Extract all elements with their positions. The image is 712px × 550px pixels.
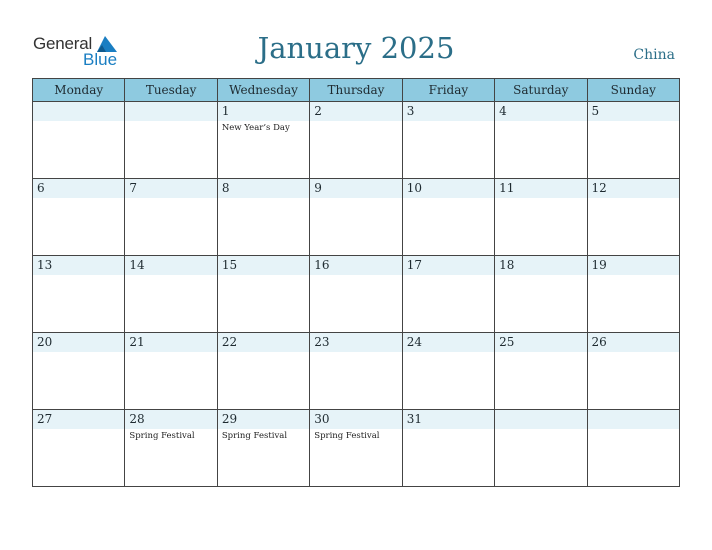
day-cell [125,410,217,487]
day-number: 1 [221,104,230,118]
day-number-band [310,102,401,121]
day-cell [587,102,679,179]
day-cell [310,102,402,179]
day-cell [217,256,309,333]
holiday-label: Spring Festival [314,431,380,441]
day-number: 29 [221,412,238,426]
day-number: 23 [314,335,330,349]
day-number: 15 [221,258,238,272]
day-number: 3 [406,104,415,118]
day-number: 6 [37,181,45,195]
day-cell [402,256,494,333]
day-cell [217,410,309,487]
day-number: 9 [314,181,322,195]
day-number: 30 [314,412,330,426]
day-number-band [125,179,216,198]
day-number-band [495,102,586,121]
weekday-header: Thursday [310,79,402,102]
day-number: 27 [37,412,53,426]
day-cell [587,256,679,333]
day-number: 18 [499,258,515,272]
day-cell [402,179,494,256]
day-cell [587,410,679,487]
day-number: 20 [37,335,53,349]
day-number: 12 [591,181,607,195]
weekday-header: Tuesday [125,79,217,102]
day-number-band [403,102,494,121]
day-number: 31 [406,412,422,426]
day-number: 10 [406,181,422,195]
week-row [33,179,680,256]
day-cell [33,179,125,256]
day-number: 11 [499,181,515,195]
day-cell [125,102,217,179]
day-number: 7 [129,181,138,195]
day-cell [217,333,309,410]
day-cell [217,102,309,179]
weekday-header: Sunday [587,79,679,102]
day-cell [587,179,679,256]
day-cell [495,256,587,333]
day-number-band [33,102,124,121]
country-label: China [633,47,675,63]
day-number: 25 [499,335,515,349]
day-number-band [125,102,216,121]
day-number-band [588,102,679,121]
day-number: 26 [591,335,607,349]
day-cell [402,410,494,487]
holiday-label: New Year’s Day [221,123,290,133]
day-cell [217,179,309,256]
day-cell [402,333,494,410]
day-number-band [218,102,309,121]
day-cell [495,179,587,256]
holiday-label: Spring Festival [221,431,288,441]
day-number-band [33,179,124,198]
page-title: January 2025 [257,31,455,65]
day-cell [587,333,679,410]
logo-text-blue: Blue [83,50,118,69]
day-number-band [218,179,309,198]
weekday-header: Monday [33,79,125,102]
day-cell [33,256,125,333]
day-cell [310,333,402,410]
day-number-band [588,410,679,429]
day-number: 19 [591,258,607,272]
day-number-band [495,410,586,429]
day-number: 4 [499,104,507,118]
day-number: 17 [406,258,422,272]
logo-text-general: General [33,34,93,53]
week-row [33,256,680,333]
day-cell [310,410,402,487]
weekday-header-row [33,79,680,102]
day-cell [125,333,217,410]
day-number: 16 [314,258,330,272]
weekday-header: Saturday [495,79,587,102]
day-cell [33,333,125,410]
day-number: 22 [221,335,238,349]
day-number: 21 [129,335,145,349]
day-number: 5 [591,104,600,118]
day-cell [310,179,402,256]
day-cell [310,256,402,333]
day-number: 13 [37,258,53,272]
weekday-header: Friday [402,79,494,102]
day-cell [495,333,587,410]
day-number: 24 [406,335,422,349]
day-number: 14 [129,258,145,272]
day-cell [125,179,217,256]
week-row [33,102,680,179]
calendar-grid [32,78,680,487]
day-number: 2 [314,104,322,118]
day-cell [33,102,125,179]
day-cell [402,102,494,179]
day-cell [125,256,217,333]
day-cell [33,410,125,487]
week-row [33,410,680,487]
day-number-band [310,179,401,198]
weekday-header: Wednesday [217,79,309,102]
day-number: 8 [221,181,230,195]
day-cell [495,102,587,179]
day-number: 28 [129,412,145,426]
holiday-label: Spring Festival [129,431,195,441]
week-row [33,333,680,410]
day-cell [495,410,587,487]
